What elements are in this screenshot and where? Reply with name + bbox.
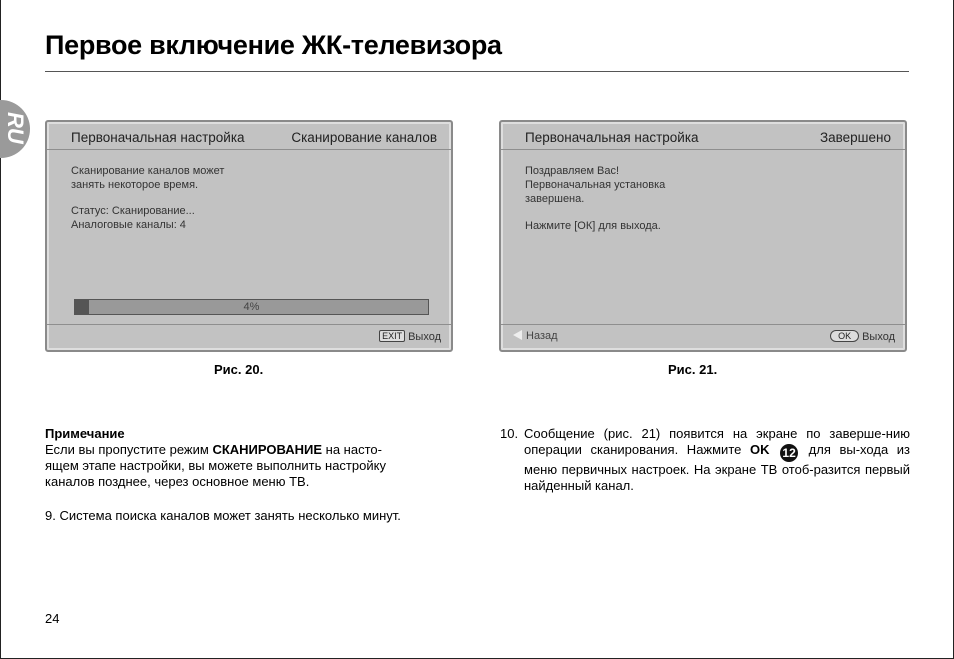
language-tab-label: RU — [3, 112, 28, 144]
ok-key-icon: OK — [830, 330, 859, 342]
screen-header — [501, 122, 905, 150]
exit-hint — [830, 330, 895, 343]
screen-message-line: Поздравляем Вас! — [525, 165, 620, 177]
screen-footer — [501, 324, 905, 350]
note-block — [45, 426, 465, 490]
note-text: Если вы пропустите режим — [45, 442, 213, 457]
screen-header — [47, 122, 451, 150]
screen-footer — [47, 324, 451, 350]
step-text: для вы-хода из меню первичных настроек. На экране ТВ отоб-разится первый найденный канал. — [524, 442, 910, 493]
screen-message-line: занять некоторое время. — [71, 179, 199, 191]
note-line — [45, 442, 465, 458]
screen-message-line: завершена. — [525, 193, 585, 205]
note-text: на насто- — [322, 442, 382, 457]
step-10 — [500, 426, 910, 494]
note-line: каналов позднее, через основное меню ТВ. — [45, 474, 310, 489]
screen-header-title: Первоначальная настройка — [525, 130, 699, 145]
back-arrow-icon — [513, 330, 522, 340]
note-emphasis: СКАНИРОВАНИЕ — [212, 442, 323, 457]
screen-header-title: Первоначальная настройка — [71, 130, 245, 145]
exit-key-icon: EXIT — [379, 330, 405, 342]
page-title: Первое включение ЖК-телевизора — [45, 30, 502, 60]
scan-progress-label: 4% — [243, 301, 260, 313]
scan-screen-figure — [45, 120, 453, 352]
step-9: 9. Система поиска каналов может занять несколько минут. — [45, 508, 401, 523]
ok-button-label: OK — [749, 442, 770, 457]
screen-message-line: Сканирование каналов может — [71, 165, 225, 177]
note-line: ящем этапе настройки, вы можете выполнить настройку — [45, 458, 386, 473]
screen-header-step: Завершено — [819, 130, 891, 145]
back-label: Назад — [526, 330, 558, 342]
exit-label: Выход — [862, 331, 895, 343]
screen-message-line: Первоначальная установка — [525, 179, 666, 191]
scan-status: Статус: Сканирование... — [71, 205, 195, 217]
screen-header-step: Сканирование каналов — [291, 130, 437, 145]
scan-progress-bar — [74, 299, 429, 315]
figure-21-caption: Рис. 21. — [668, 362, 718, 377]
page-number: 24 — [45, 611, 60, 626]
note-heading: Примечание — [45, 426, 125, 441]
step-10-text — [524, 426, 910, 494]
back-hint — [513, 330, 558, 342]
title-divider — [45, 71, 909, 72]
complete-screen-figure — [499, 120, 907, 352]
exit-label: Выход — [408, 331, 441, 343]
analog-channel-count: Аналоговые каналы: 4 — [71, 219, 186, 231]
screen-message-line: Нажмите [ОК] для выхода. — [525, 220, 661, 232]
step-text: Сообщение (рис. 21) появится на экране по заверше-нию операции сканирования. Нажмите — [524, 426, 910, 457]
figure-20-caption: Рис. 20. — [214, 362, 264, 377]
exit-hint — [379, 330, 441, 343]
remote-key-badge: 12 — [780, 444, 798, 462]
step-number: 10. — [500, 426, 519, 441]
